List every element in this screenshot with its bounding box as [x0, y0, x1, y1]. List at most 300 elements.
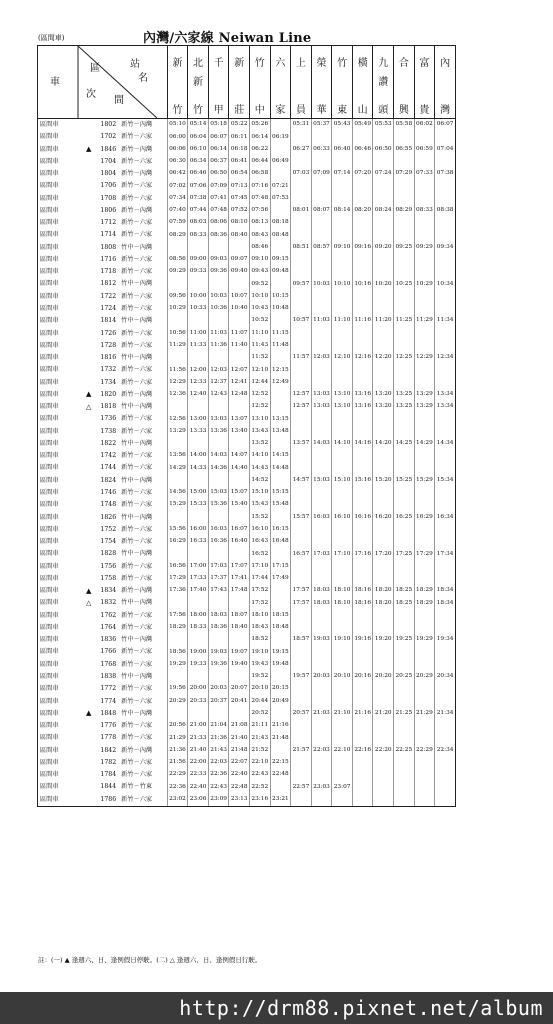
time-cell: 09:36	[208, 266, 229, 278]
route-section: 新竹－六家	[121, 771, 153, 779]
train-type: 區間車	[38, 315, 82, 327]
service-flag	[81, 622, 96, 634]
route-section: 新竹－六家	[121, 574, 153, 582]
time-cell	[291, 229, 312, 241]
time-cell: 17:03	[208, 561, 229, 573]
time-cell: 23:06	[188, 794, 209, 807]
train-number: 1758	[100, 574, 117, 582]
service-flag	[81, 634, 96, 646]
route-section: 新竹－六家	[121, 685, 153, 693]
route-section: 竹中－內灣	[121, 317, 153, 325]
table-row	[38, 156, 456, 168]
train-number: 1718	[100, 268, 117, 276]
time-cell	[311, 426, 332, 438]
train-number: 1722	[100, 292, 117, 300]
time-cell: 21:48	[229, 745, 250, 757]
time-cell	[414, 573, 435, 585]
time-cell: 22:00	[188, 757, 209, 769]
time-cell: 10:36	[208, 303, 229, 315]
route-section: 新竹－六家	[121, 255, 153, 263]
time-cell: 18:57	[291, 634, 312, 646]
time-cell	[332, 561, 353, 573]
time-cell	[435, 462, 456, 474]
table-row	[38, 242, 456, 254]
service-flag	[81, 781, 96, 793]
time-cell	[291, 732, 312, 744]
time-cell: 10:20	[373, 278, 394, 290]
service-flag	[81, 377, 96, 389]
time-cell: 06:19	[270, 131, 291, 143]
route-section: 新竹－內灣	[121, 746, 153, 754]
time-cell: 08:29	[394, 205, 415, 217]
time-cell: 20:03	[311, 671, 332, 683]
time-cell: 09:00	[188, 254, 209, 266]
service-flag	[81, 573, 96, 585]
time-cell	[270, 278, 291, 290]
route-section: 新竹－六家	[121, 366, 153, 374]
time-cell: 14:48	[270, 462, 291, 474]
time-cell: 07:09	[208, 180, 229, 192]
time-cell: 18:29	[414, 585, 435, 597]
time-cell: 21:56	[167, 757, 188, 769]
train-number: 1846	[100, 145, 117, 153]
train-number: 1746	[100, 489, 117, 496]
service-flag	[81, 769, 96, 781]
time-cell	[435, 291, 456, 303]
time-cell	[332, 732, 353, 744]
train-type: 區間車	[38, 144, 82, 156]
time-cell	[435, 193, 456, 205]
train-number: 1808	[100, 243, 117, 251]
time-cell: 14:07	[229, 450, 250, 462]
train-number: 1728	[100, 341, 117, 349]
time-cell	[352, 622, 373, 634]
time-cell: 12:03	[208, 364, 229, 376]
time-cell	[352, 732, 373, 744]
time-cell: 21:36	[167, 745, 188, 757]
service-flag	[81, 438, 96, 450]
time-cell	[373, 794, 394, 807]
time-cell	[188, 671, 209, 683]
train-type: 區間車	[38, 438, 82, 450]
time-cell: 09:10	[332, 242, 353, 254]
time-cell	[332, 426, 353, 438]
route-section: 新竹－六家	[118, 794, 167, 807]
time-cell: 09:20	[373, 242, 394, 254]
time-cell: 14:57	[291, 475, 312, 487]
service-flag	[81, 242, 96, 254]
time-cell: 18:40	[229, 622, 250, 634]
time-cell: 10:10	[332, 278, 353, 290]
time-cell	[270, 745, 291, 757]
time-cell	[373, 561, 394, 573]
service-flag	[81, 561, 96, 573]
time-cell: 23:21	[270, 794, 291, 807]
time-cell: 21:03	[311, 708, 332, 720]
time-cell	[414, 291, 435, 303]
time-cell	[291, 266, 312, 278]
time-cell	[373, 659, 394, 671]
service-flag: ▲	[86, 145, 92, 154]
time-cell	[435, 683, 456, 695]
time-cell	[394, 487, 415, 499]
time-cell	[435, 757, 456, 769]
table-row	[38, 205, 456, 217]
table-row	[38, 512, 456, 524]
time-cell: 18:52	[250, 634, 271, 646]
time-cell	[208, 352, 229, 364]
time-cell	[311, 180, 332, 192]
time-cell: 07:24	[373, 168, 394, 180]
time-cell	[394, 377, 415, 389]
time-cell	[373, 193, 394, 205]
train-type: 區間車	[38, 634, 82, 646]
time-cell	[394, 781, 415, 793]
time-cell	[291, 328, 312, 340]
time-cell: 13:48	[270, 426, 291, 438]
time-cell	[414, 377, 435, 389]
time-cell	[188, 278, 209, 290]
time-cell	[435, 340, 456, 352]
time-cell	[373, 695, 394, 707]
time-cell	[373, 291, 394, 303]
time-cell: 10:43	[250, 303, 271, 315]
train-type: 區間車	[38, 303, 82, 315]
train-number: 1802	[100, 121, 117, 129]
table-row	[38, 769, 456, 781]
time-cell	[394, 732, 415, 744]
time-cell: 18:15	[270, 610, 291, 622]
table-row	[38, 462, 456, 474]
time-cell	[435, 487, 456, 499]
time-cell: 18:16	[352, 597, 373, 609]
time-cell	[373, 757, 394, 769]
time-cell: 17:52	[250, 585, 271, 597]
service-flag	[81, 732, 96, 744]
time-cell	[270, 401, 291, 413]
time-cell: 13:29	[414, 401, 435, 413]
table-row	[38, 720, 456, 732]
train-number: 1766	[100, 648, 117, 656]
time-cell: 18:03	[208, 610, 229, 622]
time-cell: 13:10	[332, 401, 353, 413]
time-cell: 06:14	[208, 144, 229, 156]
service-flag	[81, 462, 96, 474]
time-cell: 13:15	[270, 413, 291, 425]
time-cell: 17:15	[270, 561, 291, 573]
time-cell	[332, 340, 353, 352]
route-section: 竹中－內灣	[121, 709, 153, 717]
time-cell: 16:36	[208, 536, 229, 548]
time-cell	[394, 229, 415, 241]
train-type: 區間車	[38, 610, 82, 622]
time-cell	[352, 266, 373, 278]
time-cell	[291, 217, 312, 229]
time-cell: 21:52	[250, 745, 271, 757]
time-cell: 15:33	[188, 499, 209, 511]
time-cell: 18:34	[435, 585, 456, 597]
time-cell: 20:56	[167, 720, 188, 732]
time-cell: 13:36	[208, 426, 229, 438]
time-cell	[311, 462, 332, 474]
time-cell	[291, 291, 312, 303]
time-cell: 17:48	[229, 585, 250, 597]
time-cell: 06:30	[167, 156, 188, 168]
time-cell	[332, 303, 353, 315]
time-cell: 05:26	[250, 119, 271, 132]
time-cell: 11:15	[270, 328, 291, 340]
time-cell: 07:40	[167, 205, 188, 217]
time-cell	[394, 695, 415, 707]
time-cell: 12:25	[394, 352, 415, 364]
table-row	[38, 683, 456, 695]
train-number: 1822	[100, 439, 117, 447]
time-cell	[394, 254, 415, 266]
time-cell: 20:41	[229, 695, 250, 707]
time-cell: 20:34	[435, 671, 456, 683]
train-type: 區間車	[38, 597, 82, 609]
time-cell	[332, 769, 353, 781]
time-cell: 11:00	[188, 328, 209, 340]
time-cell: 10:33	[188, 303, 209, 315]
time-cell	[373, 217, 394, 229]
train-type: 區間車	[38, 389, 82, 401]
time-cell: 08:29	[167, 229, 188, 241]
train-number: 1774	[100, 697, 117, 705]
time-cell: 12:52	[250, 401, 271, 413]
time-cell: 05:18	[208, 119, 229, 132]
time-cell: 10:48	[270, 303, 291, 315]
time-cell: 15:29	[414, 475, 435, 487]
time-cell: 22:34	[435, 745, 456, 757]
time-cell	[414, 646, 435, 658]
time-cell: 14:29	[414, 438, 435, 450]
time-cell	[208, 597, 229, 609]
time-cell: 06:04	[188, 131, 209, 143]
time-cell: 06:14	[250, 131, 271, 143]
service-flag	[81, 278, 96, 290]
train-number: 1848	[100, 709, 117, 717]
time-cell: 17:57	[291, 585, 312, 597]
service-flag	[81, 217, 96, 229]
time-cell	[373, 266, 394, 278]
time-cell	[435, 328, 456, 340]
time-cell	[311, 536, 332, 548]
time-cell	[394, 266, 415, 278]
time-cell: 22:48	[229, 781, 250, 793]
time-cell	[229, 475, 250, 487]
train-number: 1816	[100, 354, 117, 362]
time-cell: 19:03	[311, 634, 332, 646]
time-cell: 20:44	[250, 695, 271, 707]
time-cell	[311, 303, 332, 315]
time-cell: 23:09	[208, 794, 229, 807]
time-cell	[373, 180, 394, 192]
time-cell	[311, 193, 332, 205]
time-cell	[414, 732, 435, 744]
route-section: 新竹－六家	[121, 378, 153, 386]
time-cell: 14:15	[270, 450, 291, 462]
time-cell: 06:11	[229, 131, 250, 143]
time-cell	[414, 254, 435, 266]
time-cell	[394, 193, 415, 205]
time-cell: 06:07	[208, 131, 229, 143]
time-cell: 18:25	[394, 597, 415, 609]
train-number: 1828	[100, 550, 117, 558]
time-cell: 12:56	[167, 413, 188, 425]
time-cell: 11:03	[208, 328, 229, 340]
time-cell	[311, 340, 332, 352]
time-cell: 17:29	[414, 548, 435, 560]
time-cell	[229, 401, 250, 413]
time-cell: 14:36	[208, 462, 229, 474]
service-flag: ▲	[86, 586, 92, 595]
time-cell	[414, 450, 435, 462]
table-row	[38, 144, 456, 156]
time-cell	[414, 217, 435, 229]
time-cell	[311, 328, 332, 340]
time-cell: 05:53	[373, 119, 394, 132]
time-cell	[352, 328, 373, 340]
train-type: 區間車	[38, 278, 82, 290]
time-cell: 07:33	[414, 168, 435, 180]
route-section: 新竹－六家	[121, 305, 153, 313]
time-cell: 13:25	[394, 401, 415, 413]
time-cell	[311, 499, 332, 511]
time-cell: 08:51	[291, 242, 312, 254]
route-section: 新竹－六家	[121, 194, 153, 202]
time-cell: 19:56	[167, 683, 188, 695]
time-cell	[352, 156, 373, 168]
time-cell	[352, 487, 373, 499]
time-cell	[394, 769, 415, 781]
time-cell: 21:34	[435, 708, 456, 720]
time-cell: 12:49	[270, 377, 291, 389]
time-cell	[188, 512, 209, 524]
time-cell: 19:03	[208, 646, 229, 658]
time-cell: 07:48	[250, 193, 271, 205]
time-cell: 22:43	[208, 781, 229, 793]
time-cell	[332, 254, 353, 266]
time-cell: 07:44	[188, 205, 209, 217]
time-cell: 06:02	[414, 119, 435, 132]
table-row	[38, 217, 456, 229]
time-cell	[311, 156, 332, 168]
time-cell	[311, 646, 332, 658]
time-cell: 12:29	[167, 377, 188, 389]
table-row	[38, 426, 456, 438]
time-cell: 18:20	[373, 597, 394, 609]
time-cell: 09:29	[414, 242, 435, 254]
time-cell	[291, 156, 312, 168]
time-cell: 10:03	[311, 278, 332, 290]
time-cell: 21:29	[167, 732, 188, 744]
time-cell	[394, 303, 415, 315]
time-cell	[352, 536, 373, 548]
time-cell: 19:43	[250, 659, 271, 671]
time-cell	[394, 180, 415, 192]
time-cell: 22:36	[167, 781, 188, 793]
time-cell: 13:52	[250, 438, 271, 450]
time-cell: 07:20	[352, 168, 373, 180]
train-type: 區間車	[38, 266, 82, 278]
time-cell	[435, 254, 456, 266]
train-type: 區間車	[38, 683, 82, 695]
time-cell	[373, 536, 394, 548]
table-row	[38, 671, 456, 683]
time-cell	[373, 646, 394, 658]
time-cell: 17:03	[311, 548, 332, 560]
time-cell	[394, 720, 415, 732]
train-type: 區間車	[38, 695, 82, 707]
time-cell	[229, 438, 250, 450]
table-row	[38, 597, 456, 609]
time-cell	[332, 720, 353, 732]
time-cell: 16:10	[250, 524, 271, 536]
time-cell: 15:57	[291, 512, 312, 524]
time-cell	[291, 720, 312, 732]
train-type: 區間車	[38, 193, 82, 205]
time-cell: 08:43	[250, 229, 271, 241]
time-cell: 13:34	[435, 389, 456, 401]
time-cell	[435, 303, 456, 315]
time-cell	[270, 548, 291, 560]
time-cell: 11:40	[229, 340, 250, 352]
train-type: 區間車	[38, 180, 82, 192]
time-cell	[311, 769, 332, 781]
time-cell: 08:20	[352, 205, 373, 217]
route-section: 竹中－內灣	[121, 513, 153, 521]
time-cell: 08:10	[229, 217, 250, 229]
service-flag	[81, 548, 96, 560]
time-cell: 17:20	[373, 548, 394, 560]
time-cell	[414, 364, 435, 376]
station-header: 合 興	[394, 46, 415, 119]
time-cell	[208, 438, 229, 450]
time-cell: 18:29	[167, 622, 188, 634]
time-cell	[394, 364, 415, 376]
time-cell: 09:34	[435, 242, 456, 254]
time-cell: 17:16	[352, 548, 373, 560]
train-type: 區間車	[38, 548, 82, 560]
time-cell	[373, 524, 394, 536]
time-cell: 18:03	[311, 597, 332, 609]
train-number: 1844	[100, 783, 117, 791]
header-times: 次	[86, 89, 96, 100]
time-cell	[414, 413, 435, 425]
time-cell	[435, 695, 456, 707]
time-cell: 12:57	[291, 401, 312, 413]
time-cell	[167, 475, 188, 487]
time-cell	[332, 536, 353, 548]
table-row	[38, 438, 456, 450]
station-header: 北 新 竹	[188, 46, 209, 119]
time-cell	[311, 364, 332, 376]
time-cell: 11:36	[208, 340, 229, 352]
time-cell: 13:03	[311, 401, 332, 413]
train-type: 區間車	[38, 462, 82, 474]
train-number: 1738	[100, 427, 117, 435]
time-cell	[332, 413, 353, 425]
time-cell	[332, 229, 353, 241]
time-cell: 21:20	[373, 708, 394, 720]
time-cell: 13:20	[373, 401, 394, 413]
service-flag	[81, 745, 96, 757]
time-cell	[414, 303, 435, 315]
time-cell: 16:33	[188, 536, 209, 548]
service-flag	[81, 254, 96, 266]
time-cell: 21:16	[352, 708, 373, 720]
